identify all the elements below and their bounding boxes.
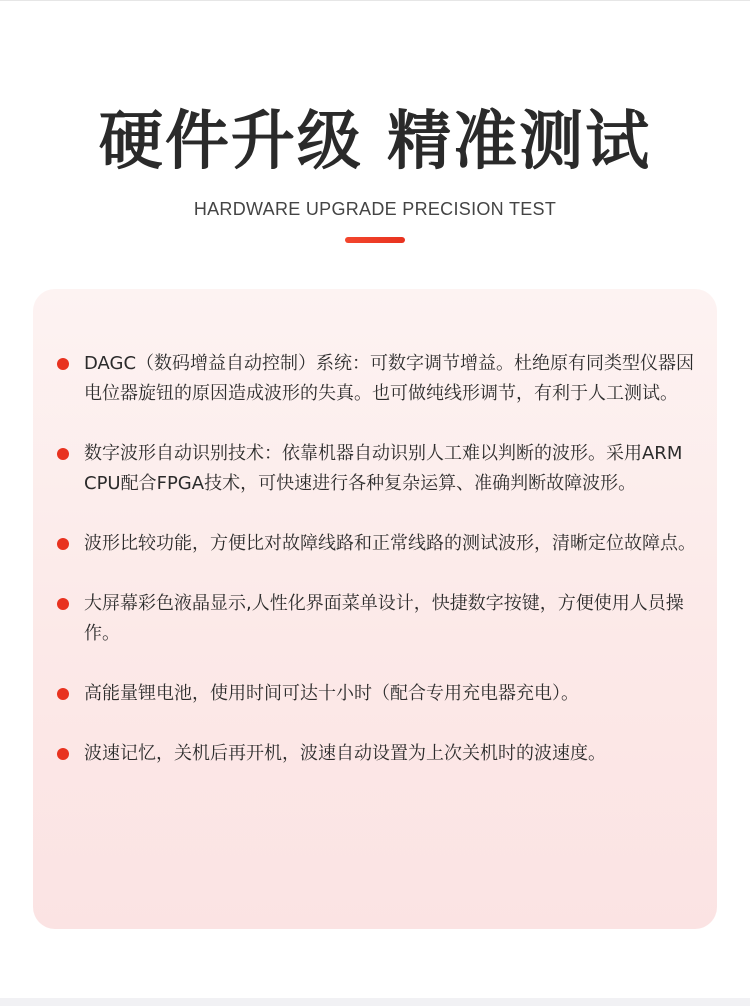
- bottom-band: [0, 998, 750, 1006]
- feature-card: [33, 289, 717, 929]
- bullet-dot-icon: [57, 748, 69, 760]
- feature-item: [33, 739, 717, 769]
- bullet-dot-icon: [57, 598, 69, 610]
- bullet-dot-icon: [57, 358, 69, 370]
- feature-item: [33, 349, 717, 409]
- feature-text: DAGC（数码增益自动控制）系统：可数字调节增益。杜绝原有同类型仪器因电位器旋钮的原因造成波形的失真。也可做纯线形调节，有利于人工测试。: [84, 353, 695, 404]
- feature-text: 波形比较功能，方便比对故障线路和正常线路的测试波形，清晰定位故障点。: [84, 533, 696, 554]
- feature-text: 数字波形自动识别技术：依靠机器自动识别人工难以判断的波形。采用ARM CPU配合FPGA技术，可快速进行各种复杂运算、准确判断故障波形。: [84, 443, 683, 494]
- title-accent-bar: [345, 237, 405, 243]
- bullet-dot-icon: [57, 448, 69, 460]
- feature-item: [33, 529, 717, 559]
- feature-list: [33, 349, 717, 799]
- page-title: 硬件升级 精准测试: [98, 105, 652, 179]
- bullet-dot-icon: [57, 688, 69, 700]
- top-divider: [0, 0, 750, 1]
- feature-text: 波速记忆，关机后再开机，波速自动设置为上次关机时的波速度。: [84, 743, 606, 764]
- feature-text: 高能量锂电池，使用时间可达十小时（配合专用充电器充电）。: [84, 683, 579, 704]
- feature-item: [33, 679, 717, 709]
- feature-item: [33, 589, 717, 649]
- bullet-dot-icon: [57, 538, 69, 550]
- page-subtitle: HARDWARE UPGRADE PRECISION TEST: [193, 199, 557, 219]
- feature-item: [33, 439, 717, 499]
- feature-text: 大屏幕彩色液晶显示,人性化界面菜单设计，快捷数字按键，方便使用人员操作。: [84, 593, 684, 644]
